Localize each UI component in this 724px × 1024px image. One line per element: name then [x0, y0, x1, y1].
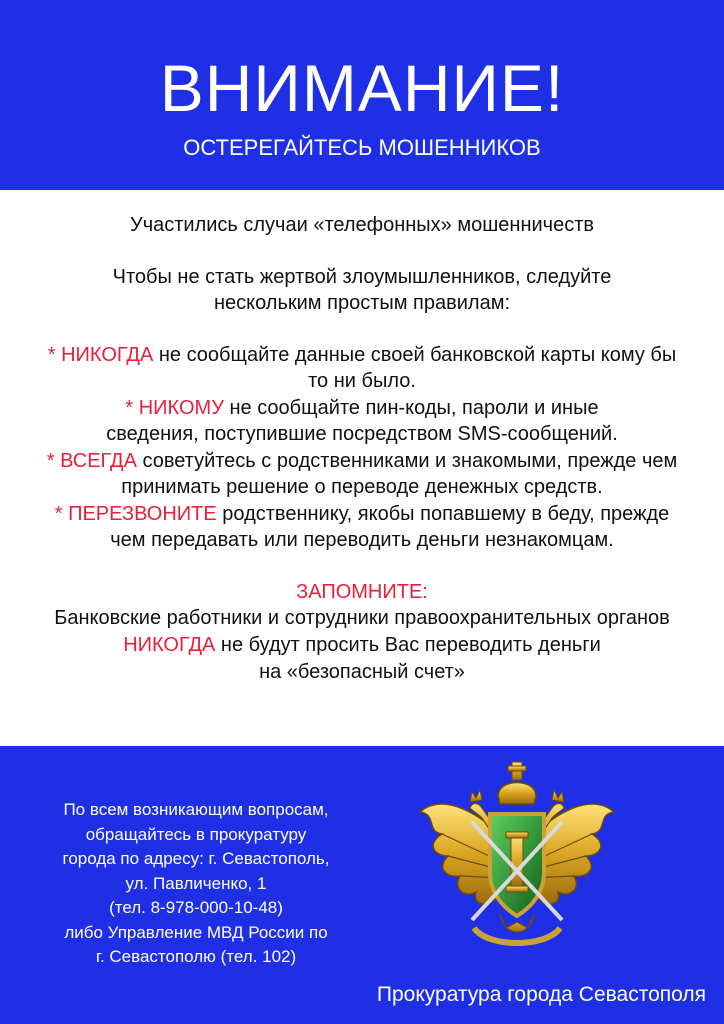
- remember-keyword: НИКОГДА: [123, 634, 216, 656]
- rule-always-line-2: принимать решение о переводе денежных средств.: [121, 476, 603, 498]
- rule-never-line-2: то ни было.: [308, 370, 416, 392]
- rule-text: родственнику, якобы попавшему в беду, прежде: [216, 503, 670, 525]
- remember-text: не будут просить Вас переводить деньги: [215, 634, 601, 656]
- contact-line: По всем возникающим вопросам,: [63, 800, 329, 819]
- rule-nobody-codes: [0, 395, 724, 447]
- contact-line: г. Севастополю (тел. 102): [95, 947, 297, 966]
- lead-line-2: нескольким простым правилам:: [213, 292, 511, 314]
- remember-line-1: Банковские работники и сотрудники правоохранительных органов: [54, 607, 670, 629]
- prosecutor-emblem-icon: [412, 752, 622, 962]
- rule-text: не сообщайте пин-коды, пароли и иные: [223, 397, 599, 419]
- contact-phone: (тел. 8-978-000-10-48): [109, 898, 283, 917]
- contact-line: города по адресу: г. Севастополь,: [62, 849, 330, 868]
- rule-callback-line-2: чем передавать или переводить деньги незнакомцам.: [110, 529, 614, 551]
- rule-never-card: [0, 342, 724, 394]
- rule-callback-line-1: [0, 501, 724, 527]
- rule-keyword: * ПЕРЕЗВОНИТЕ: [54, 503, 217, 525]
- warning-content: [0, 190, 724, 746]
- rule-nobody-line-2: сведения, поступившие посредством SMS-сообщений.: [106, 423, 618, 445]
- page-title: ВНИМАНИЕ!: [159, 51, 565, 125]
- organization-name: Прокуратура города Севастополя: [376, 983, 706, 1006]
- contact-line: обращайтесь в прокуратуру: [85, 824, 307, 844]
- rule-keyword: * НИКОМУ: [125, 397, 224, 419]
- footer-band: [0, 746, 724, 1024]
- contact-info: [16, 798, 376, 970]
- rule-text: не сообщайте данные своей банковской карты кому бы: [153, 344, 677, 366]
- rule-nobody-line-1: [0, 395, 724, 421]
- rule-never-line-1: [0, 342, 724, 368]
- rule-always-consult: [0, 448, 724, 500]
- remember-line-2: [0, 632, 724, 658]
- rule-call-back: [0, 501, 724, 553]
- remember-heading: ЗАПОМНИТЕ:: [296, 581, 428, 603]
- rule-always-line-1: [0, 448, 724, 474]
- header-band: [0, 0, 724, 190]
- contact-line: либо Управление МВД России по: [64, 922, 328, 942]
- lead-line-1: Чтобы не стать жертвой злоумышленников, следуйте: [112, 266, 612, 288]
- remember-line-3: на «безопасный счет»: [259, 661, 465, 683]
- rule-keyword: * ВСЕГДА: [46, 450, 137, 472]
- contact-line: ул. Павличенко, 1: [125, 873, 267, 893]
- rule-keyword: * НИКОГДА: [47, 344, 154, 366]
- intro-text: Участились случаи «телефонных» мошенничеств: [129, 214, 594, 236]
- page-subtitle: ОСТЕРЕГАЙТЕСЬ МОШЕННИКОВ: [183, 135, 541, 160]
- rule-text: советуйтесь с родственниками и знакомыми, прежде чем: [136, 450, 678, 472]
